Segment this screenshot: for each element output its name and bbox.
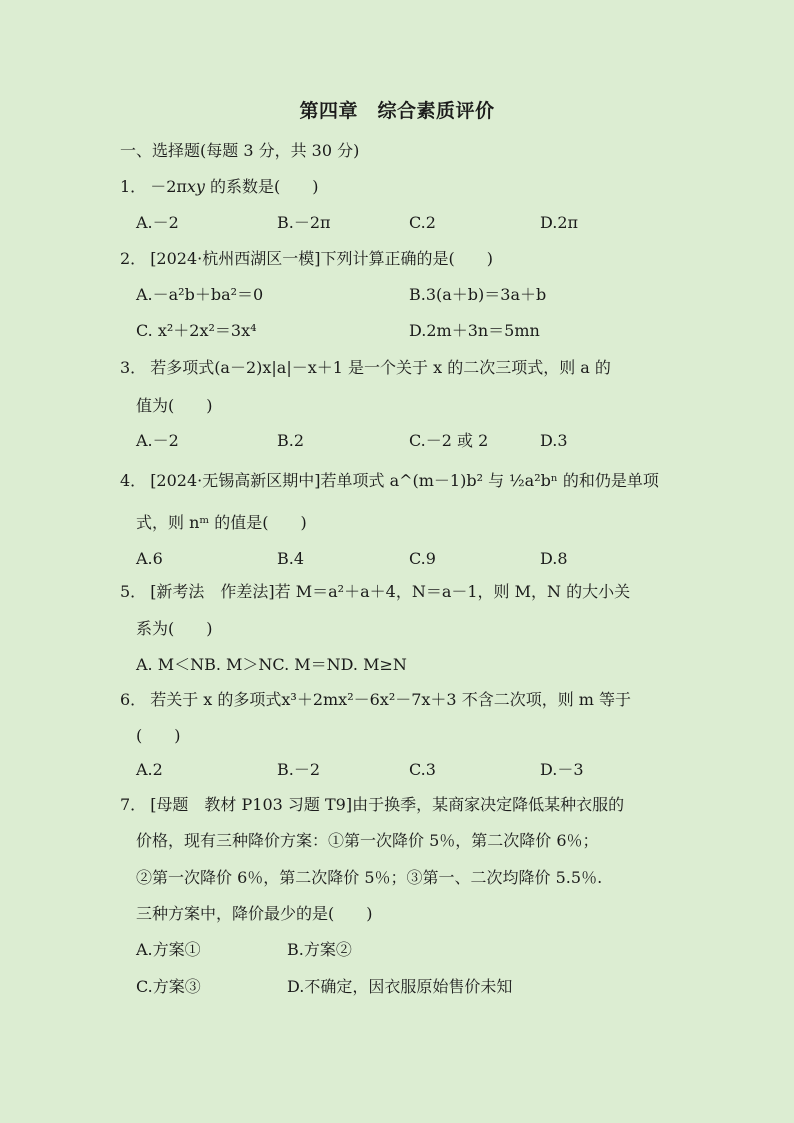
- question-number: 6．: [120, 690, 147, 709]
- option-c: C.9: [409, 549, 436, 568]
- question-stem-cont: 价格，现有三种降价方案：①第一次降价 5％，第二次降价 6％；: [136, 831, 599, 850]
- question-stem: [2024·杭州西湖区一模]下列计算正确的是( ): [150, 249, 493, 268]
- option-d: D.3: [540, 431, 568, 450]
- option-c: C.2: [409, 213, 436, 232]
- option-b: B.2: [277, 431, 305, 450]
- question-stem: 的系数是( ): [204, 177, 319, 196]
- option-b: B.－2: [277, 760, 321, 779]
- option-b: B.方案②: [287, 940, 352, 959]
- option-a: A.－2: [136, 431, 179, 450]
- question-2: [120, 248, 493, 270]
- option-c: C.－2 或 2: [409, 431, 489, 450]
- option-a: A.2: [136, 760, 163, 779]
- question-1: [120, 176, 319, 198]
- option-a: A.方案①: [136, 940, 201, 959]
- option-a: A.－a²b＋ba²＝0: [136, 285, 264, 304]
- option-b: B.4: [277, 549, 305, 568]
- question-7: [120, 794, 624, 816]
- question-stem-cont: 值为( ): [136, 396, 213, 415]
- question-5: [120, 581, 630, 603]
- option-c: C. x²＋2x²＝3x⁴: [136, 321, 257, 340]
- chapter-title: 第四章 综合素质评价: [299, 100, 495, 122]
- question-number: 5．: [120, 582, 147, 601]
- option-c: C.3: [409, 760, 436, 779]
- question-number: 3．: [120, 358, 147, 377]
- question-3: [120, 357, 611, 379]
- section-heading: 一、选择题(每题 3 分，共 30 分): [120, 141, 360, 160]
- question-stem: [母题 教材 P103 习题 T9]由于换季，某商家决定降低某种衣服的: [150, 795, 625, 814]
- question-stem: 若多项式(a－2)x|a|－x＋1 是一个关于 x 的二次三项式，则 a 的: [150, 358, 611, 377]
- option-d: D.不确定，因衣服原始售价未知: [287, 977, 513, 996]
- option-c: C.方案③: [136, 977, 201, 996]
- coefficient: －2π: [150, 177, 187, 196]
- option-d: D.－3: [540, 760, 584, 779]
- question-stem: [2024·无锡高新区期中]若单项式 a^(m－1)b² 与 ½a²bⁿ 的和仍是单项: [150, 471, 659, 490]
- option-a: A.6: [136, 549, 163, 568]
- option-d: D.2m＋3n＝5mn: [409, 321, 540, 340]
- option-a: A.－2: [136, 213, 179, 232]
- question-stem-cont: 式，则 nᵐ 的值是( ): [136, 513, 307, 532]
- question-stem: [新考法 作差法]若 M＝a²＋a＋4，N＝a－1，则 M，N 的大小关: [150, 582, 631, 601]
- question-number: 2．: [120, 249, 147, 268]
- option-d: D.2π: [540, 213, 579, 232]
- options-line: A. M＜NB. M＞NC. M＝ND. M≥N: [136, 655, 407, 674]
- question-6: [120, 689, 631, 711]
- option-b: B.－2π: [277, 213, 331, 232]
- question-stem-cont: 三种方案中，降价最少的是( ): [136, 904, 373, 923]
- question-stem: 若关于 x 的多项式x³＋2mx²－6x²－7x＋3 不含二次项，则 m 等于: [150, 690, 632, 709]
- question-number: 1．: [120, 177, 147, 196]
- question-number: 7．: [120, 795, 147, 814]
- variable: xy: [186, 177, 205, 196]
- question-stem-cont: ②第一次降价 6％，第二次降价 5％；③第一、二次均降价 5.5％.: [136, 868, 603, 887]
- question-number: 4．: [120, 471, 147, 490]
- option-b: B.3(a＋b)＝3a＋b: [409, 285, 547, 304]
- answer-blank: ( ): [136, 726, 181, 745]
- question-4: [120, 470, 659, 492]
- question-stem-cont: 系为( ): [136, 619, 213, 638]
- option-d: D.8: [540, 549, 568, 568]
